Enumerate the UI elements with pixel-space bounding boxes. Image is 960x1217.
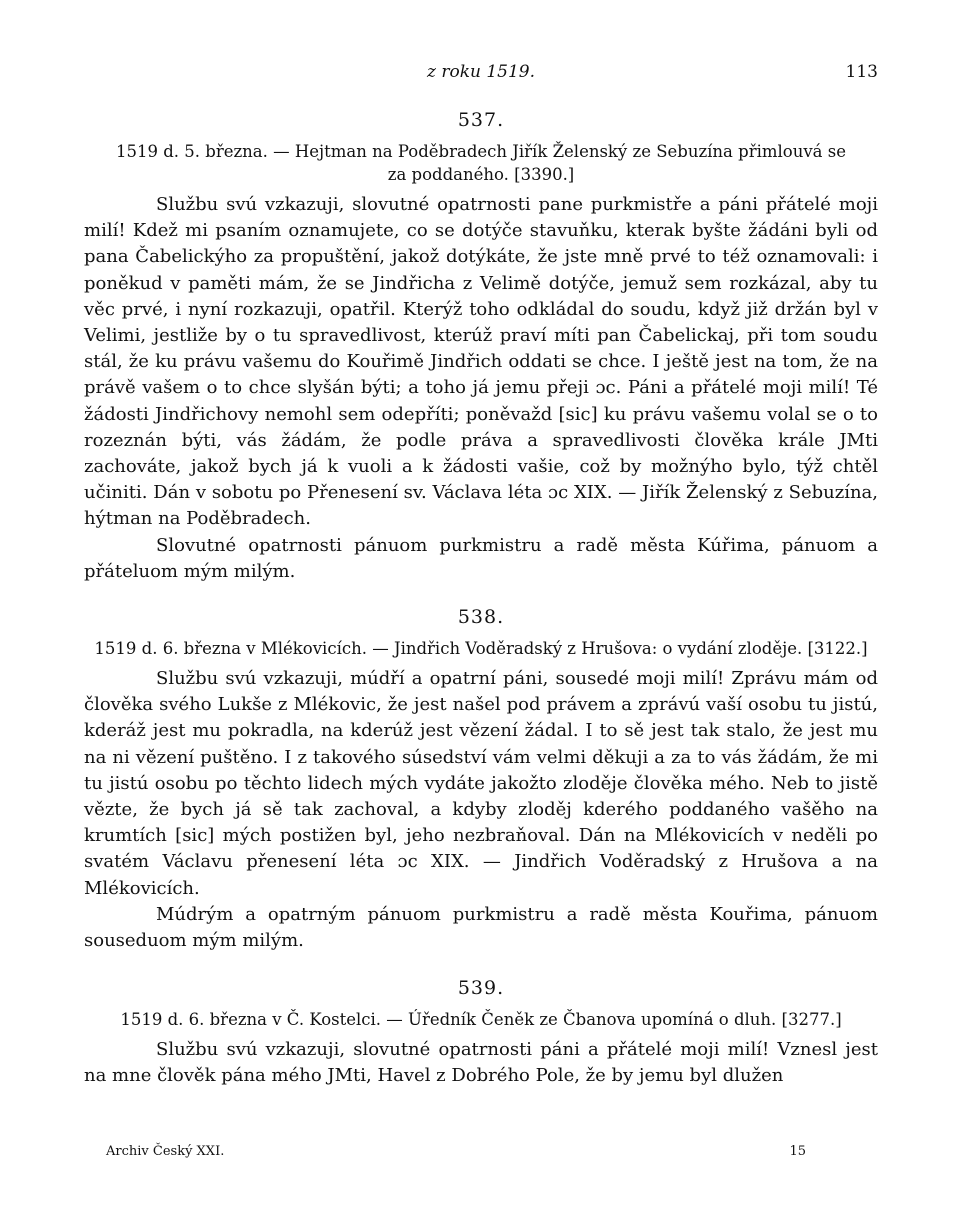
document-number: 538. — [457, 606, 505, 629]
summary-line: 1519 d. 6. března v Mlékovicích. — Jindřich Voděradský z Hrušova: o vydání zloděje. [3122.] — [94, 639, 868, 659]
letter-paragraph: Službu svú vzkazuji, slovutné opatrnosti pane purkmistře a páni přátelé moji milí! Kdež mi psaním oznamujete, co se dotýče stavuňku, kterak byšte žádáni byli od pana Čabelickýho za propuštění, jakož dotýkáte, že jste mně prvé to též oznamovali: i poněkud v paměti mám, že se Jindřicha z Velimě dotýče, jemuž sem rozkázal, aby tu věc prvé, i nyní rozkazuji, opatřil. Kterýž toho odkládal do soudu, když již držán byl v Velimi, jestliže by o tu spravedlivost, kterúž praví míti pan Čabelickaj, při tom soudu stál, že ku právu vašemu do Kouřimě Jindřich oddati se chce. I ještě jest na tom, že na právě vašem o to chce slyšán býti; a toho já jemu přeji ɔc. Páni a přátelé moji milí! Té žádosti Jindřichovy nemohl sem odepříti; poněvažd [sic] ku právu vašemu volal se o to rozeznán býti, vás žádám, že podle práva a spravedlivosti člověka krále JMti zachováte, jakož bych já k vuoli a k žádosti vašie, což by možnýho bylo, týž chtěl učiniti. Dán v sobotu po Přenesení sv. Václava léta ɔc XIX. — Jiřík Želenský z Sebuzína, hýtman na Poděbradech. — [84, 194, 878, 530]
page-number: 113 — [845, 62, 878, 82]
signature-mark: Archiv Český XXI. — [106, 1144, 225, 1159]
summary-line: 1519 d. 5. března. — Hejtman na Poděbradech Jiřík Želenský ze Sebuzína přimlouvá se — [116, 142, 846, 161]
summary-line: 1519 d. 6. března v Č. Kostelci. — Úředník Čeněk ze Čbanova upomíná o dluh. [3277.] — [120, 1010, 842, 1030]
document-number: 537. — [457, 109, 505, 131]
document-summary — [84, 637, 878, 660]
document-summary — [84, 140, 878, 186]
running-title: z roku 1519. — [426, 62, 536, 82]
address-paragraph: Múdrým a opatrným pánuom purkmistru a radě města Kouřima, pánuom souseduom mým milým. — [84, 903, 878, 952]
document-537 — [84, 108, 878, 585]
document-539 — [84, 976, 878, 1089]
address-paragraph: Slovutné opatrnosti pánuom purkmistru a radě města Kúřima, pánuom a přáteluom mým milým. — [84, 534, 878, 582]
signature-number: 15 — [789, 1144, 806, 1159]
letter-paragraph: Službu svú vzkazuji, múdří a opatrní páni, sousedé moji milí! Zprávu mám od člověka svého Lukše z Mlékovic, že jest našel pod právem a zprávú vaší osobu tu jistú, kderáž jest mu pokradla, na kderúž jest vězení žádal. I to sě jest tak stalo, že jest mu na ni vězení puštěno. I z takového súsedství vám velmi děkuji a za to vás žádám, že mi tu jistú osobu po těchto lidech mých vydáte jakožto zloděje člověka mého. Neb to jistě vězte, že bych já sě tak zachoval, a kdyby zloděj kderého poddaného vašěho na krumtích [sic] mých postižen byl, jeho nezbraňoval. Dán na Mlékovicích v neděli po svatém Václavu přenesení léta ɔc XIX. — Jindřich Voděradský z Hrušova a na Mlékovicích. — [84, 668, 878, 899]
running-head — [84, 62, 878, 88]
document-number: 539. — [457, 977, 505, 1000]
summary-line: za poddaného. [3390.] — [387, 165, 575, 184]
document-538 — [84, 605, 878, 954]
page-body — [84, 62, 878, 1090]
letter-paragraph: Službu svú vzkazuji, slovutné opatrnosti páni a přátelé moji milí! Vznesl jest na mne člověk pána mého JMti, Havel z Dobrého Pole, že by jemu byl dlužen — [84, 1039, 878, 1087]
document-summary — [84, 1008, 878, 1031]
